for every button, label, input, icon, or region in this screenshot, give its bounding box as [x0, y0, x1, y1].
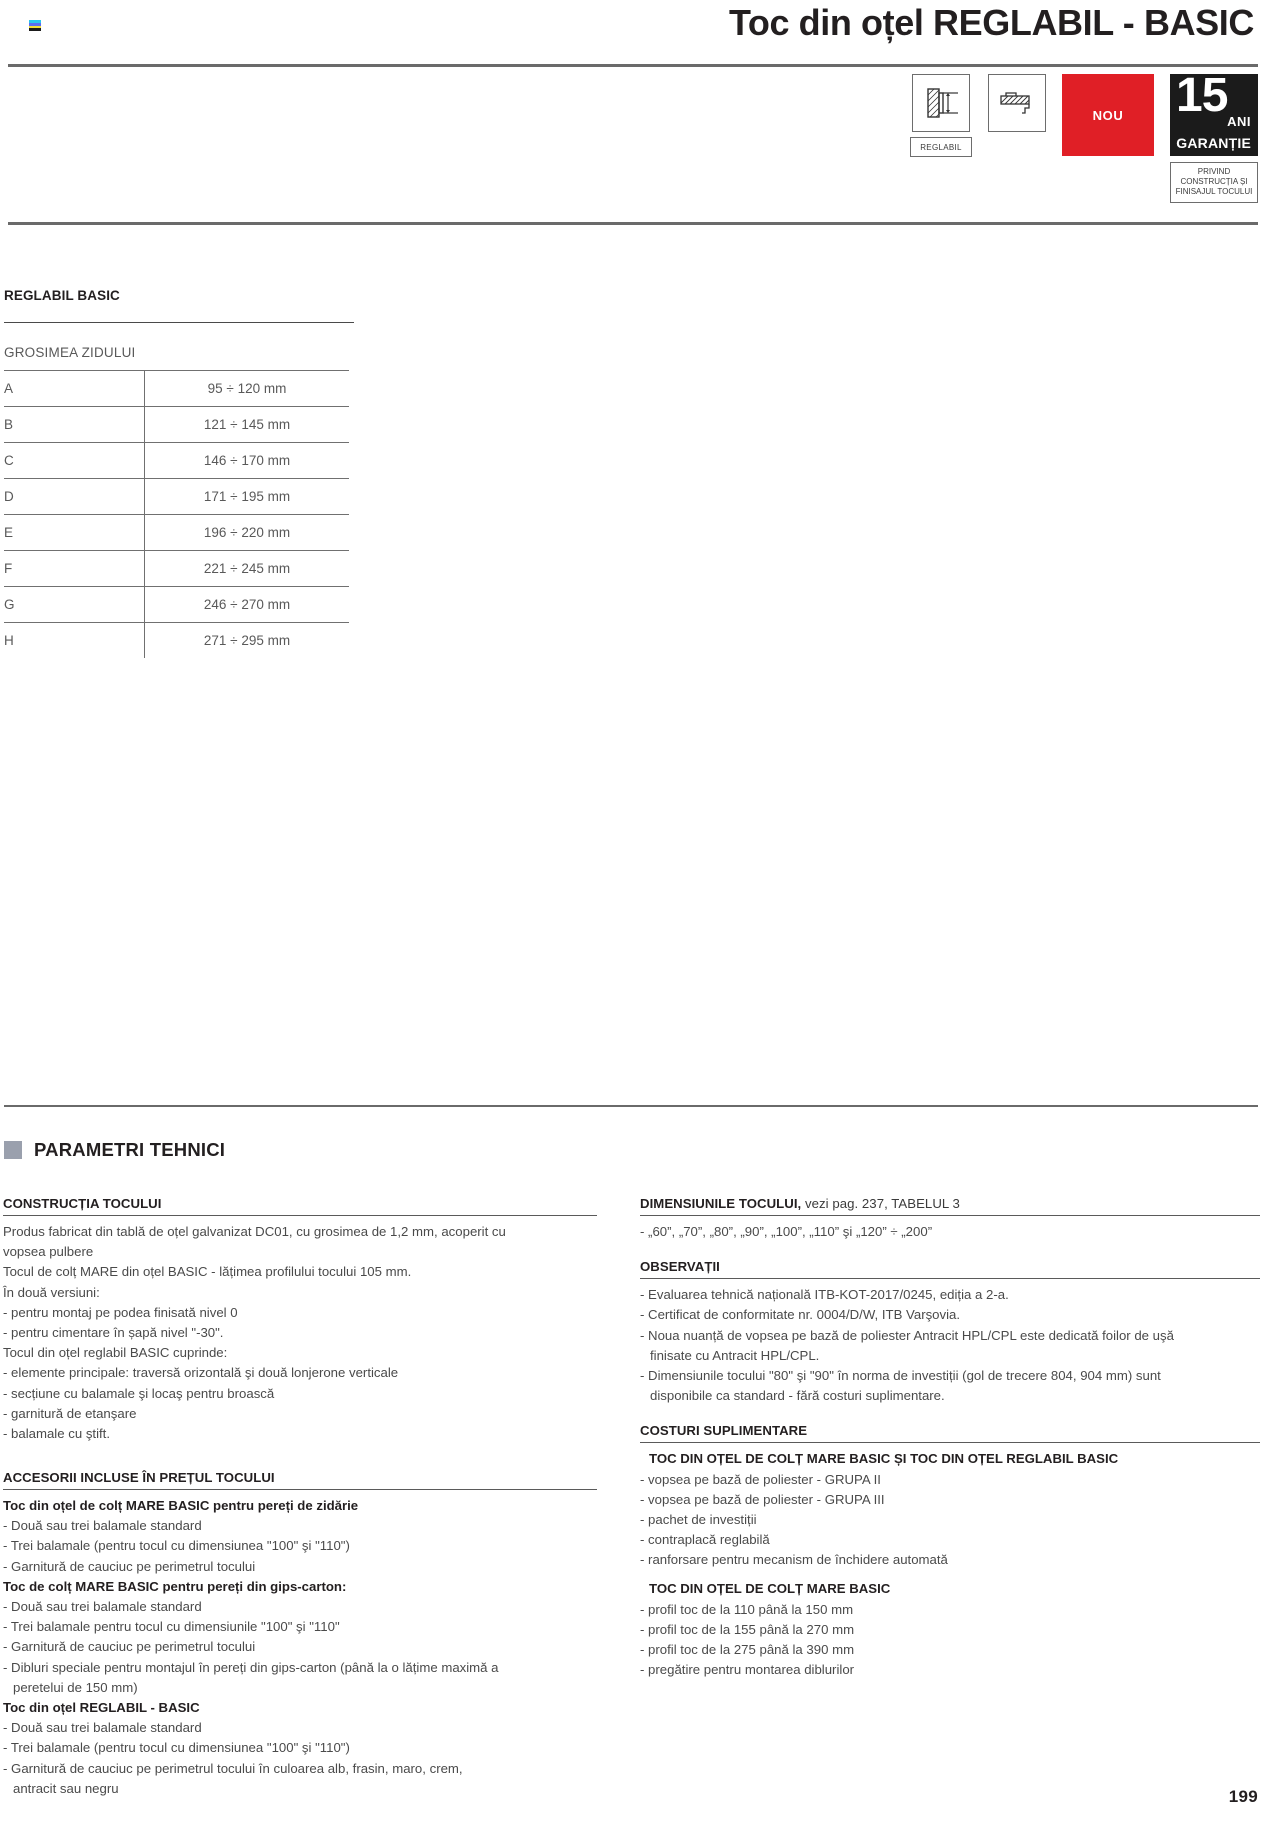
wall-thickness-table	[4, 370, 349, 658]
spacer	[640, 1570, 1260, 1579]
extra-costs-item: - pachet de investiții	[640, 1511, 757, 1527]
table-cell-letter: A	[4, 371, 145, 407]
construction-line: vopsea pulbere	[3, 1244, 94, 1260]
table-row	[4, 371, 349, 407]
accessories-item: - Trei balamale pentru tocul cu dimensiunile "100" şi "110"	[3, 1619, 340, 1635]
extra-costs-item: - vopsea pe bază de poliester - GRUPA III	[640, 1491, 885, 1507]
extra-costs-body	[640, 1449, 1260, 1680]
table-cell-letter: G	[4, 587, 145, 623]
spacer	[640, 1406, 1260, 1423]
badge-wall-section	[988, 74, 1046, 132]
table-cell-value: 171 ÷ 195 mm	[145, 479, 350, 515]
warranty-note-line-3: FINISAJUL TOCULUI	[1175, 187, 1253, 196]
table-cell-letter: C	[4, 443, 145, 479]
page-title: Toc din oțel REGLABIL - BASIC	[728, 2, 1254, 43]
accessories-item: - Trei balamale (pentru tocul cu dimensiunea "100" şi "110")	[3, 1538, 350, 1554]
construction-line: - elemente principale: traversă orizontală şi două lonjerone verticale	[3, 1365, 399, 1381]
warranty-note-line-1: PRIVIND	[1197, 167, 1231, 176]
accessories-group-title: Toc de colț MARE BASIC pentru pereți din gips-carton:	[3, 1578, 347, 1594]
extra-costs-group-title: TOC DIN OȚEL DE COLȚ MARE BASIC	[649, 1581, 891, 1597]
accessories-item: - Garnitură de cauciuc pe perimetrul tocului	[3, 1639, 256, 1655]
warranty-note-line-2: CONSTRUCȚIA ȘI	[1180, 177, 1248, 186]
table-cell-letter: F	[4, 551, 145, 587]
observations-item: - Dimensiunile tocului "80" şi "90" în norma de investiții (gol de trecere 804, 904 mm) sunt	[640, 1367, 1161, 1383]
extra-costs-item: - profil toc de la 110 până la 150 mm	[640, 1601, 854, 1617]
table-cell-letter: D	[4, 479, 145, 515]
table-row	[4, 407, 349, 443]
table-row	[4, 443, 349, 479]
spacer	[3, 1444, 597, 1470]
dimension-table-subtitle: GROSIMEA ZIDULUI	[4, 345, 136, 360]
warranty-number: 15	[1176, 69, 1228, 122]
extra-costs-item: - pregătire pentru montarea diblurilor	[640, 1662, 855, 1678]
construction-line: În două versiuni:	[3, 1284, 100, 1300]
parameters-right-column	[640, 1196, 1260, 1680]
construction-line: - pentru cimentare în șapă nivel "-30".	[3, 1324, 224, 1340]
construction-line: - garnitură de etanşare	[3, 1405, 137, 1421]
accessories-item: - Două sau trei balamale standard	[3, 1599, 202, 1614]
dimensions-body	[640, 1222, 1260, 1242]
accessories-item: peretelui de 150 mm)	[13, 1679, 138, 1695]
accessories-body	[3, 1496, 597, 1799]
construction-line: Tocul de colț MARE din oțel BASIC - lățimea profilului tocului 105 mm.	[3, 1264, 412, 1280]
accessories-item: - Garnitură de cauciuc pe perimetrul tocului în culoarea alb, frasin, maro, crem,	[3, 1760, 463, 1776]
table-cell-value: 246 ÷ 270 mm	[145, 587, 350, 623]
observations-heading: OBSERVAȚII	[640, 1259, 1260, 1279]
warranty-badge	[1170, 69, 1258, 156]
table-cell-letter: E	[4, 515, 145, 551]
square-bullet-icon	[4, 1141, 22, 1159]
accessories-item: - Două sau trei balamale standard	[3, 1720, 202, 1736]
new-badge-label: NOU	[1062, 74, 1154, 156]
table-cell-value: 196 ÷ 220 mm	[145, 515, 350, 551]
construction-heading: CONSTRUCȚIA TOCULUI	[3, 1196, 597, 1216]
wall-section-icon	[988, 74, 1046, 132]
warranty-note	[1170, 162, 1258, 203]
table-row	[4, 515, 349, 551]
parameters-left-column	[3, 1196, 597, 1799]
accessories-item: - Trei balamale (pentru tocul cu dimensiunea "100" şi "110")	[3, 1740, 350, 1756]
construction-line: Tocul din oțel reglabil BASIC cuprinde:	[3, 1345, 228, 1361]
extra-costs-item: - profil toc de la 155 până la 270 mm	[640, 1621, 855, 1637]
table-cell-value: 271 ÷ 295 mm	[145, 623, 350, 659]
table-row	[4, 587, 349, 623]
cmyk-registration-mark	[29, 20, 41, 31]
pictogram-caption: REGLABIL	[910, 137, 972, 157]
wall-thickness-table-body	[4, 371, 349, 659]
warranty-word-label: GARANȚIE	[1176, 135, 1251, 151]
parameters-divider	[4, 1105, 1258, 1107]
dimensions-value: - „60”, „70”, „80”, „90”, „100”, „110” şi „120” ÷ „200”	[640, 1224, 933, 1239]
observations-item: finisate cu Antracit HPL/CPL.	[650, 1347, 820, 1363]
parameters-header	[4, 1139, 225, 1161]
page-number: 199	[1228, 1787, 1258, 1806]
table-cell-value: 146 ÷ 170 mm	[145, 443, 350, 479]
accessories-item: - Garnitură de cauciuc pe perimetrul tocului	[3, 1558, 256, 1574]
construction-line: Produs fabricat din tablă de oțel galvanizat DC01, cu grosimea de 1,2 mm, acoperit cu	[3, 1224, 506, 1239]
badge-warranty-col	[1170, 69, 1258, 203]
dimensions-heading-bold: DIMENSIUNILE TOCULUI,	[640, 1196, 802, 1211]
spacer	[640, 1242, 1260, 1259]
table-row	[4, 551, 349, 587]
accessories-item: - Dibluri speciale pentru montajul în pereți din gips-carton (până la o lățime maximă a	[3, 1659, 499, 1675]
accessories-item: antracit sau negru	[13, 1780, 119, 1796]
header-rule-top	[8, 64, 1258, 67]
observations-item: - Noua nuanță de vopsea pe bază de poliester Antracit HPL/CPL este dedicată foilor de uşă	[640, 1327, 1174, 1343]
construction-body	[3, 1222, 597, 1444]
accessories-item: - Două sau trei balamale standard	[3, 1518, 202, 1534]
extra-costs-heading: COSTURI SUPLIMENTARE	[640, 1423, 1260, 1443]
extra-costs-item: - contraplacă reglabilă	[640, 1532, 770, 1548]
badge-new	[1062, 74, 1154, 156]
accessories-group-title: Toc din oțel REGLABIL - BASIC	[3, 1699, 200, 1715]
dimensions-heading	[640, 1196, 1260, 1216]
observations-item: - Certificat de conformitate nr. 0004/D/W, ITB Varşovia.	[640, 1307, 961, 1323]
header-rule-bottom	[8, 222, 1258, 225]
accessories-group-title: Toc din oțel de colț MARE BASIC pentru pereți de zidărie	[3, 1498, 359, 1514]
dimensions-heading-light: vezi pag. 237, TABELUL 3	[801, 1196, 960, 1211]
table-cell-letter: H	[4, 623, 145, 659]
table-row	[4, 479, 349, 515]
table-cell-value: 221 ÷ 245 mm	[145, 551, 350, 587]
observations-item: - Evaluarea tehnică națională ITB-KOT-2017/0245, ediția a 2-a.	[640, 1287, 1009, 1303]
table-cell-letter: B	[4, 407, 145, 443]
badge-reglabil	[910, 74, 972, 157]
dimension-table-block	[4, 288, 354, 658]
construction-line: - balamale cu ştift.	[3, 1425, 111, 1441]
accessories-heading: ACCESORII INCLUSE ÎN PREȚUL TOCULUI	[3, 1470, 597, 1490]
warranty-years-label: ANI	[1227, 114, 1251, 129]
extra-costs-item: - ranforsare pentru mecanism de închidere automată	[640, 1552, 948, 1568]
adjustable-frame-icon	[912, 74, 970, 132]
badge-strip	[910, 69, 1258, 203]
table-cell-value: 95 ÷ 120 mm	[145, 371, 350, 407]
construction-line: - secțiune cu balamale şi locaş pentru broască	[3, 1385, 275, 1401]
cmyk-bar-black	[29, 28, 41, 31]
observations-item: disponibile ca standard - fără costuri suplimentare.	[650, 1388, 945, 1404]
extra-costs-group-title: TOC DIN OȚEL DE COLȚ MARE BASIC ȘI TOC DIN OȚEL REGLABIL BASIC	[649, 1451, 1119, 1467]
table-cell-value: 121 ÷ 145 mm	[145, 407, 350, 443]
dimension-table-title: REGLABIL BASIC	[4, 288, 354, 323]
construction-line: - pentru montaj pe podea finisată nivel 0	[3, 1304, 238, 1320]
extra-costs-item: - vopsea pe bază de poliester - GRUPA II	[640, 1471, 881, 1487]
observations-body	[640, 1285, 1260, 1406]
parameters-title: PARAMETRI TEHNICI	[34, 1139, 226, 1160]
extra-costs-item: - profil toc de la 275 până la 390 mm	[640, 1642, 855, 1657]
table-row	[4, 623, 349, 659]
